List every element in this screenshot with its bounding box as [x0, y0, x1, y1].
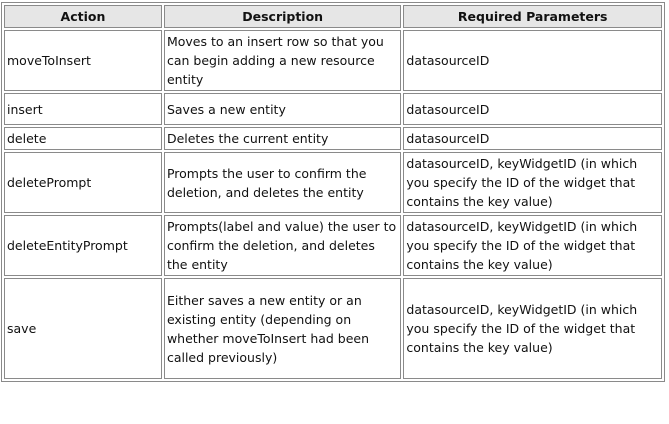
table-row	[4, 278, 662, 379]
header-action: Action	[4, 5, 162, 28]
header-description: Description	[164, 5, 401, 28]
cell-action: deletePrompt	[4, 152, 162, 213]
table-row	[4, 215, 662, 276]
cell-description: Prompts the user to confirm the deletion, and deletes the entity	[164, 152, 401, 213]
table-row	[4, 127, 662, 150]
cell-params: datasourceID	[403, 93, 662, 125]
cell-description: Saves a new entity	[164, 93, 401, 125]
cell-action: deleteEntityPrompt	[4, 215, 162, 276]
cell-action: moveToInsert	[4, 30, 162, 91]
actions-table	[1, 2, 665, 382]
cell-params: datasourceID	[403, 127, 662, 150]
cell-params: datasourceID, keyWidgetID (in which you specify the ID of the widget that contains the key value)	[403, 215, 662, 276]
cell-params: datasourceID	[403, 30, 662, 91]
cell-params: datasourceID, keyWidgetID (in which you specify the ID of the widget that contains the key value)	[403, 152, 662, 213]
cell-action: delete	[4, 127, 162, 150]
cell-description: Moves to an insert row so that you can begin adding a new resource entity	[164, 30, 401, 91]
cell-description: Either saves a new entity or an existing entity (depending on whether moveToInsert had been called previously)	[164, 278, 401, 379]
cell-params: datasourceID, keyWidgetID (in which you specify the ID of the widget that contains the key value)	[403, 278, 662, 379]
cell-description: Deletes the current entity	[164, 127, 401, 150]
table-row	[4, 93, 662, 125]
cell-description: Prompts(label and value) the user to confirm the deletion, and deletes the entity	[164, 215, 401, 276]
table-row	[4, 30, 662, 91]
cell-action: insert	[4, 93, 162, 125]
table-row	[4, 152, 662, 213]
cell-action: save	[4, 278, 162, 379]
header-required-parameters: Required Parameters	[403, 5, 662, 28]
header-row	[4, 5, 662, 28]
